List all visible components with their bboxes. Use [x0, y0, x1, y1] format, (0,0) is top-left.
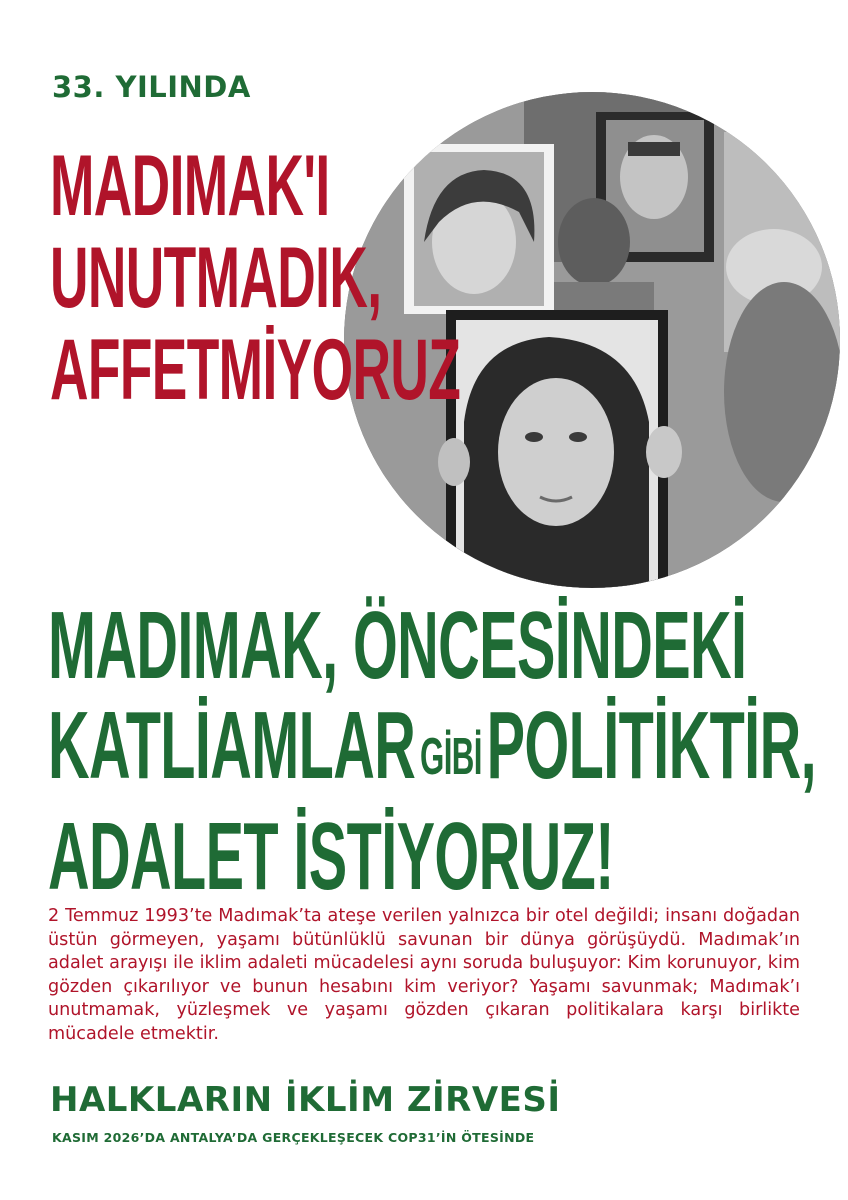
green-headline-word-gibi: GİBİ	[420, 728, 482, 786]
green-headline-line-2	[48, 692, 816, 807]
red-headline	[50, 140, 460, 416]
green-headline-word-katliamlar: KATLİAMLAR	[48, 692, 416, 799]
green-headline-line-3: ADALET İSTİYORUZ!	[48, 803, 614, 910]
body-paragraph: 2 Temmuz 1993’te Madımak’ta ateşe verilen yalnızca bir otel değildi; insanı doğadan üstün görmeyen, yaşamı bütünlüklü savunan bir dünya görüşüydü. Madımak’ın adalet arayışı ile iklim adaleti mücadelesi aynı soruda buluşuyor: Kim korunuyor, kim gözden çıkarılıyor ve bunun hesabını kim veriyor? Yaşamı savunmak; Madımak’ı unutmamak, yüzleşmek ve yaşamı gözden çıkaran politikalara karşı birlikte mücadele etmektir.	[48, 906, 800, 1044]
red-headline-line-3: AFFETMİYORUZ	[50, 322, 461, 418]
green-headline-word-politiktir: POLİTİKTİR,	[486, 692, 816, 799]
green-headline-line-1: MADIMAK, ÖNCESİNDEKİ	[48, 592, 747, 699]
green-headline	[48, 592, 816, 910]
red-headline-line-2: UNUTMADIK,	[50, 230, 382, 326]
red-headline-line-1: MADIMAK'I	[50, 138, 330, 234]
organization-subtitle: KASIM 2026’DA ANTALYA’DA GERÇEKLEŞECEK COP31’İN ÖTESİNDE	[52, 1130, 535, 1145]
organization-name: HALKLARIN İKLİM ZİRVESİ	[50, 1080, 561, 1120]
anniversary-label: 33. YILINDA	[52, 70, 251, 104]
